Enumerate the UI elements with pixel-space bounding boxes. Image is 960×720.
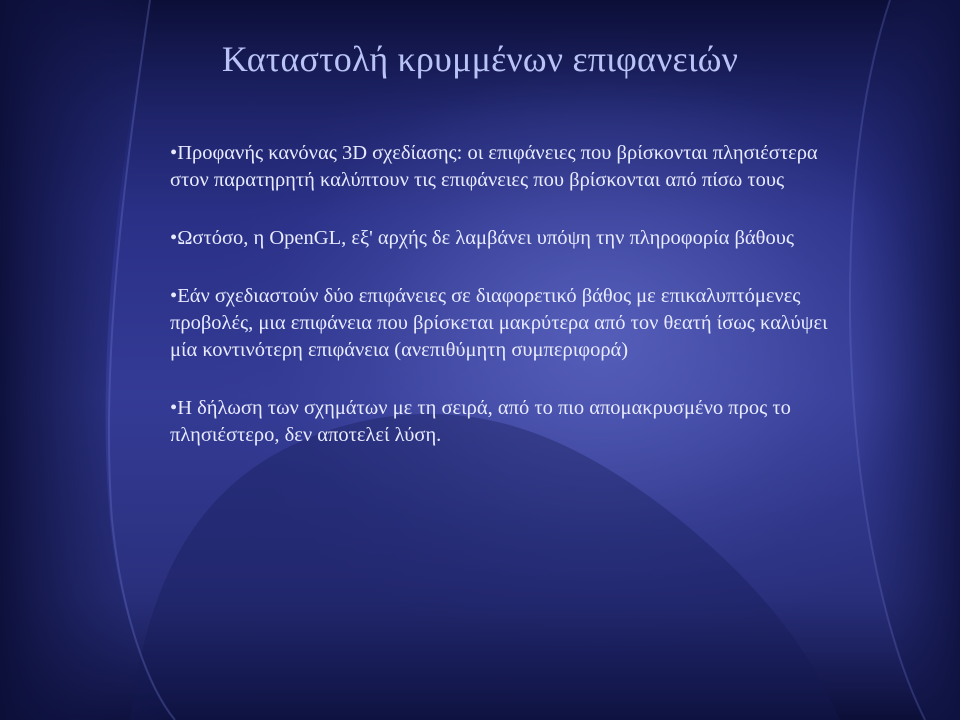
bullet-mark: •	[170, 227, 178, 249]
bullet-mark: •	[170, 285, 178, 307]
bullet-text: Προφανής κανόνας 3D σχεδίασης: οι επιφάνειες που βρίσκονται πλησιέστερα στον παρατηρητή καλύπτουν τις επιφάνειες που βρίσκονται από πίσω τους	[170, 142, 818, 191]
bullet-mark: •	[170, 397, 178, 419]
bullet-item	[170, 283, 850, 364]
bullet-item	[170, 395, 850, 449]
slide-title: Καταστολή κρυμμένων επιφανειών	[221, 39, 739, 79]
bullet-item	[170, 140, 850, 194]
bullet-text: Ωστόσο, η OpenGL, εξ' αρχής δε λαμβάνει υπόψη την πληροφορία βάθους	[177, 227, 794, 249]
bullet-item	[170, 225, 850, 252]
bullet-mark: •	[170, 142, 178, 164]
bullet-list	[170, 140, 850, 449]
bullet-text: Εάν σχεδιαστούν δύο επιφάνειες σε διαφορετικό βάθος με επικαλυπτόμενες προβολές, μια επιφάνεια που βρίσκεται μακρύτερα από τον θεατή ίσως καλύψει μία κοντινότερη επιφάνεια (ανεπιθύμητη συμπεριφορά)	[170, 285, 828, 361]
bullet-text: Η δήλωση των σχημάτων με τη σειρά, από το πιο απομακρυσμένο προς το πλησιέστερο, δεν αποτελεί λύση.	[170, 397, 791, 446]
